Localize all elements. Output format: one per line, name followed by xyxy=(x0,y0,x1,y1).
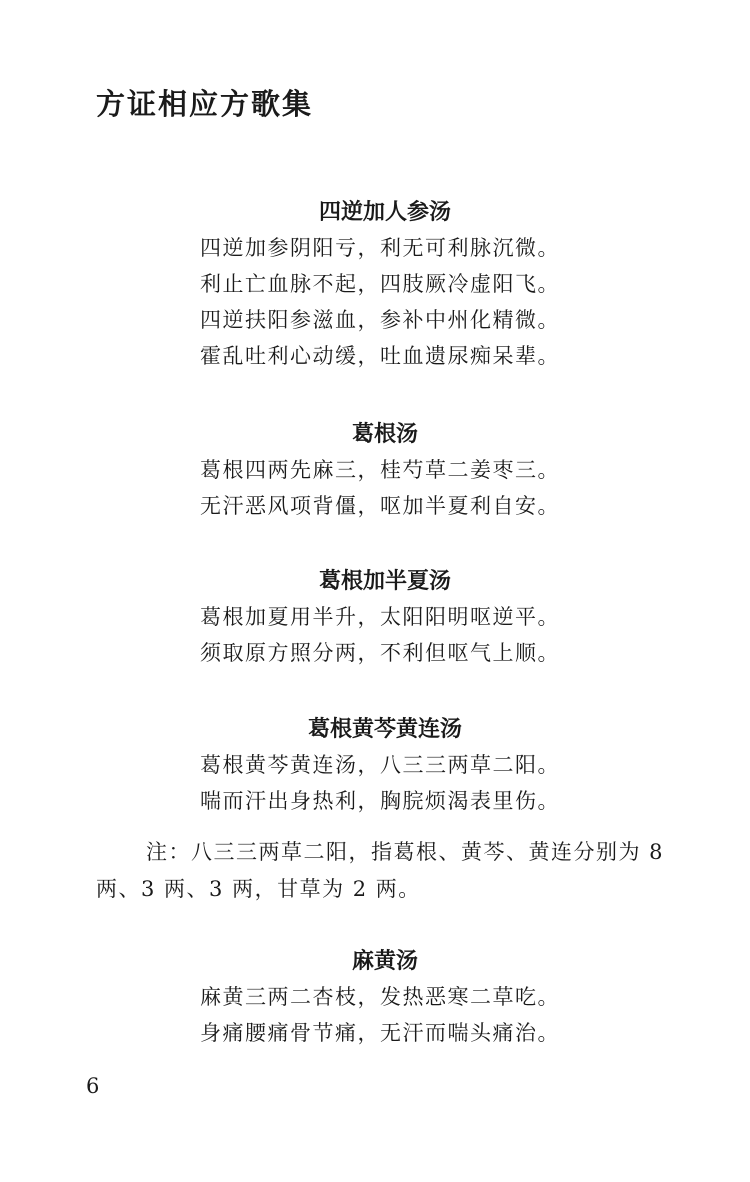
formula-title: 麻黄汤 xyxy=(351,949,418,974)
formula-title: 葛根加半夏汤 xyxy=(318,569,451,594)
verse-line: 葛根黄芩黄连汤，八三三两草二阳。 xyxy=(200,753,560,777)
verse-line: 四逆加参阴阳亏，利无可利脉沉微。 xyxy=(200,236,560,260)
formula-title: 葛根汤 xyxy=(351,422,418,447)
verse-line: 霍乱吐利心动缓，吐血遗尿痴呆辈。 xyxy=(200,344,560,368)
verse-line: 须取原方照分两，不利但呕气上顺。 xyxy=(200,641,560,665)
formula-section xyxy=(0,565,750,671)
verse-line: 葛根加夏用半升，太阳阳明呕逆平。 xyxy=(200,605,560,629)
formula-section xyxy=(0,196,750,374)
verse-line: 利止亡血脉不起，四肢厥冷虚阳飞。 xyxy=(200,272,560,296)
formula-section xyxy=(0,418,750,524)
formula-section xyxy=(0,945,750,1051)
verse-line: 葛根四两先麻三，桂芍草二姜枣三。 xyxy=(200,458,560,482)
verse-line: 无汗恶风项背僵，呕加半夏利自安。 xyxy=(200,494,560,518)
book-header-title: 方证相应方歌集 xyxy=(96,87,314,121)
verse-line: 身痛腰痛骨节痛，无汗而喘头痛治。 xyxy=(200,1021,560,1045)
annotation-note: 注：八三三两草二阳，指葛根、黄芩、黄连分别为 8 两、3 两、3 两，甘草为 2 两。 xyxy=(96,840,665,901)
formula-section xyxy=(0,713,750,819)
verse-line: 四逆扶阳参滋血，参补中州化精微。 xyxy=(200,308,560,332)
verse-line: 喘而汗出身热利，胸脘烦渴表里伤。 xyxy=(200,789,560,813)
formula-title: 葛根黄芩黄连汤 xyxy=(307,717,462,742)
formula-title: 四逆加人参汤 xyxy=(318,200,451,225)
page-number: 6 xyxy=(86,1074,100,1098)
verse-line: 麻黄三两二杏枝，发热恶寒二草吃。 xyxy=(200,985,560,1009)
